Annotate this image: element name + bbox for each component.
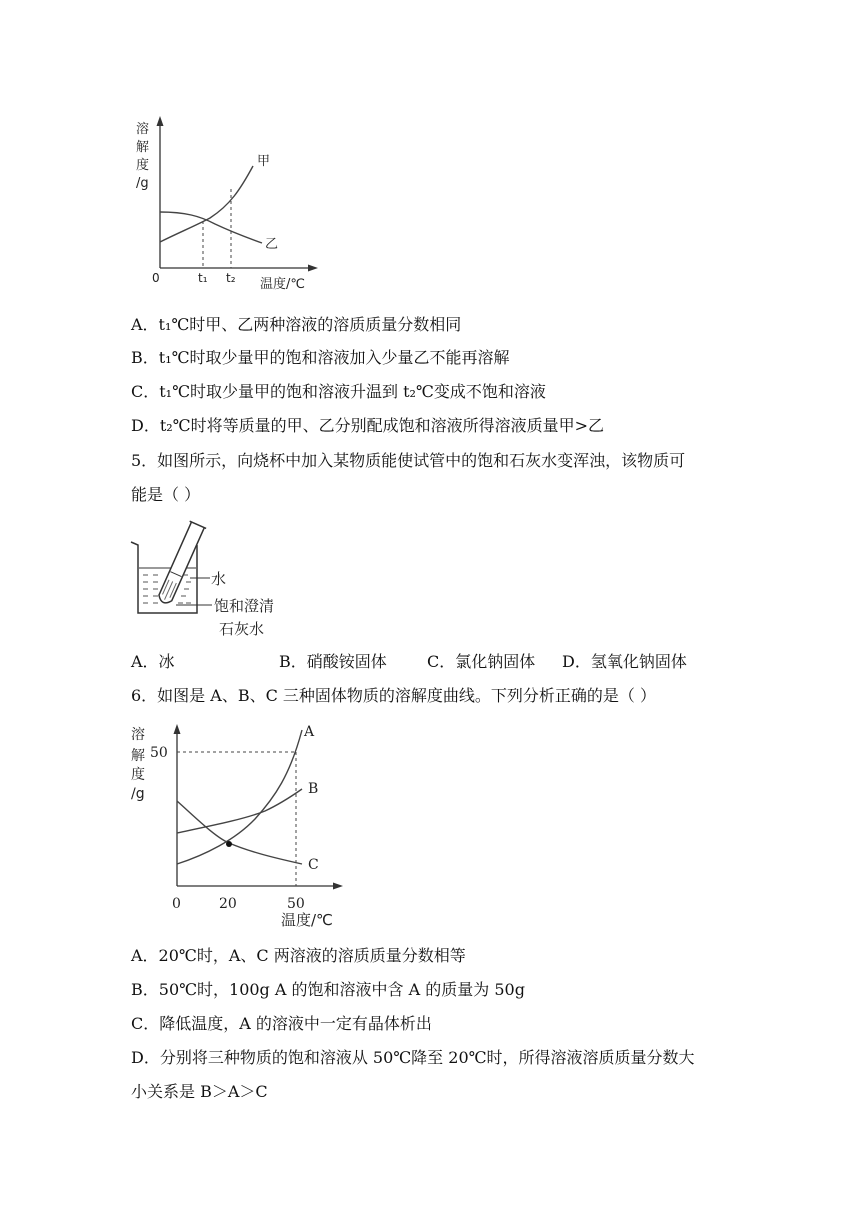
q5-option-a: A．冰 xyxy=(131,652,175,671)
fig2-xtick-20: 20 xyxy=(219,896,237,912)
fig2-xtick-0: 0 xyxy=(172,896,181,912)
fig2-y-arrow xyxy=(174,724,181,734)
fig2-ylabel-4: /g xyxy=(131,786,145,802)
fig2-xlabel: 温度/℃ xyxy=(281,911,333,929)
beaker-figure xyxy=(0,515,860,645)
fig2-xtick-50: 50 xyxy=(287,896,305,912)
fig1-ylabel-3: 度 xyxy=(136,158,150,173)
label-lime-1: 饱和澄清 xyxy=(214,597,275,615)
fig2-ytick-50: 50 xyxy=(150,745,168,761)
q5-option-c: C．氯化钠固体 xyxy=(427,652,536,671)
fig2-ylabel-3: 度 xyxy=(131,767,145,783)
fig1-x-arrow xyxy=(308,265,318,272)
solubility-figure-2 xyxy=(0,715,860,935)
fig1-y-arrow xyxy=(157,116,164,126)
q5-stem-line2: 能是（ ） xyxy=(131,485,201,504)
q6-option-c: C．降低温度，A 的溶液中一定有晶体析出 xyxy=(131,1014,432,1033)
fig2-x-arrow xyxy=(333,883,343,890)
fig2-ylabel-1: 溶 xyxy=(131,727,145,743)
fig1-xlabel: 温度/℃ xyxy=(260,277,305,292)
q5-stem-line1: 5．如图所示，向烧杯中加入某物质能使试管中的饱和石灰水变浑浊，该物质可 xyxy=(131,451,686,470)
q5-options xyxy=(131,650,687,674)
fig1-ylabel-1: 溶 xyxy=(136,122,150,137)
q6-option-a: A．20℃时，A、C 两溶液的溶质质量分数相等 xyxy=(131,946,466,965)
q5-option-d: D．氢氧化钠固体 xyxy=(562,652,687,671)
fig1-curve-jia xyxy=(160,166,253,242)
fig2-intersection-point xyxy=(226,841,232,847)
fig2-curve-a xyxy=(177,730,302,864)
fig1-tick-t2: t₂ xyxy=(226,271,236,285)
q4-option-d: D．t₂℃时将等质量的甲、乙分别配成饱和溶液所得溶液质量甲>乙 xyxy=(131,416,604,435)
fig1-series-jia: 甲 xyxy=(257,154,271,169)
fig2-series-c: C xyxy=(308,857,319,873)
test-tube xyxy=(155,521,206,606)
fig1-ylabel-2: 解 xyxy=(136,140,150,155)
q5-option-b: B．硝酸铵固体 xyxy=(279,652,387,671)
fig1-ylabel-4: /g xyxy=(136,176,149,191)
q6-option-d-line1: D．分别将三种物质的饱和溶液从 50℃降至 20℃时，所得溶液溶质质量分数大 xyxy=(131,1048,695,1067)
fig2-curve-b xyxy=(177,789,302,833)
fig1-origin: 0 xyxy=(152,271,160,285)
fig2-ylabel-2: 解 xyxy=(131,748,145,764)
label-water: 水 xyxy=(211,570,227,588)
q4-option-a: A．t₁℃时甲、乙两种溶液的溶质质量分数相同 xyxy=(131,315,462,334)
fig1-series-yi: 乙 xyxy=(265,237,279,252)
q4-option-b: B．t₁℃时取少量甲的饱和溶液加入少量乙不能再溶解 xyxy=(131,348,510,367)
q6-stem: 6．如图是 A、B、C 三种固体物质的溶解度曲线。下列分析正确的是（ ） xyxy=(131,686,656,705)
label-lime-2: 石灰水 xyxy=(219,620,265,638)
q6-option-b: B．50℃时，100g A 的饱和溶液中含 A 的质量为 50g xyxy=(131,980,525,999)
fig2-series-b: B xyxy=(308,781,319,797)
fig1-tick-t1: t₁ xyxy=(198,271,208,285)
q4-option-c: C．t₁℃时取少量甲的饱和溶液升温到 t₂℃变成不饱和溶液 xyxy=(131,382,546,401)
q6-option-d-line2: 小关系是 B＞A＞C xyxy=(131,1082,268,1101)
fig2-series-a: A xyxy=(304,724,315,740)
solubility-figure-1 xyxy=(0,0,860,300)
